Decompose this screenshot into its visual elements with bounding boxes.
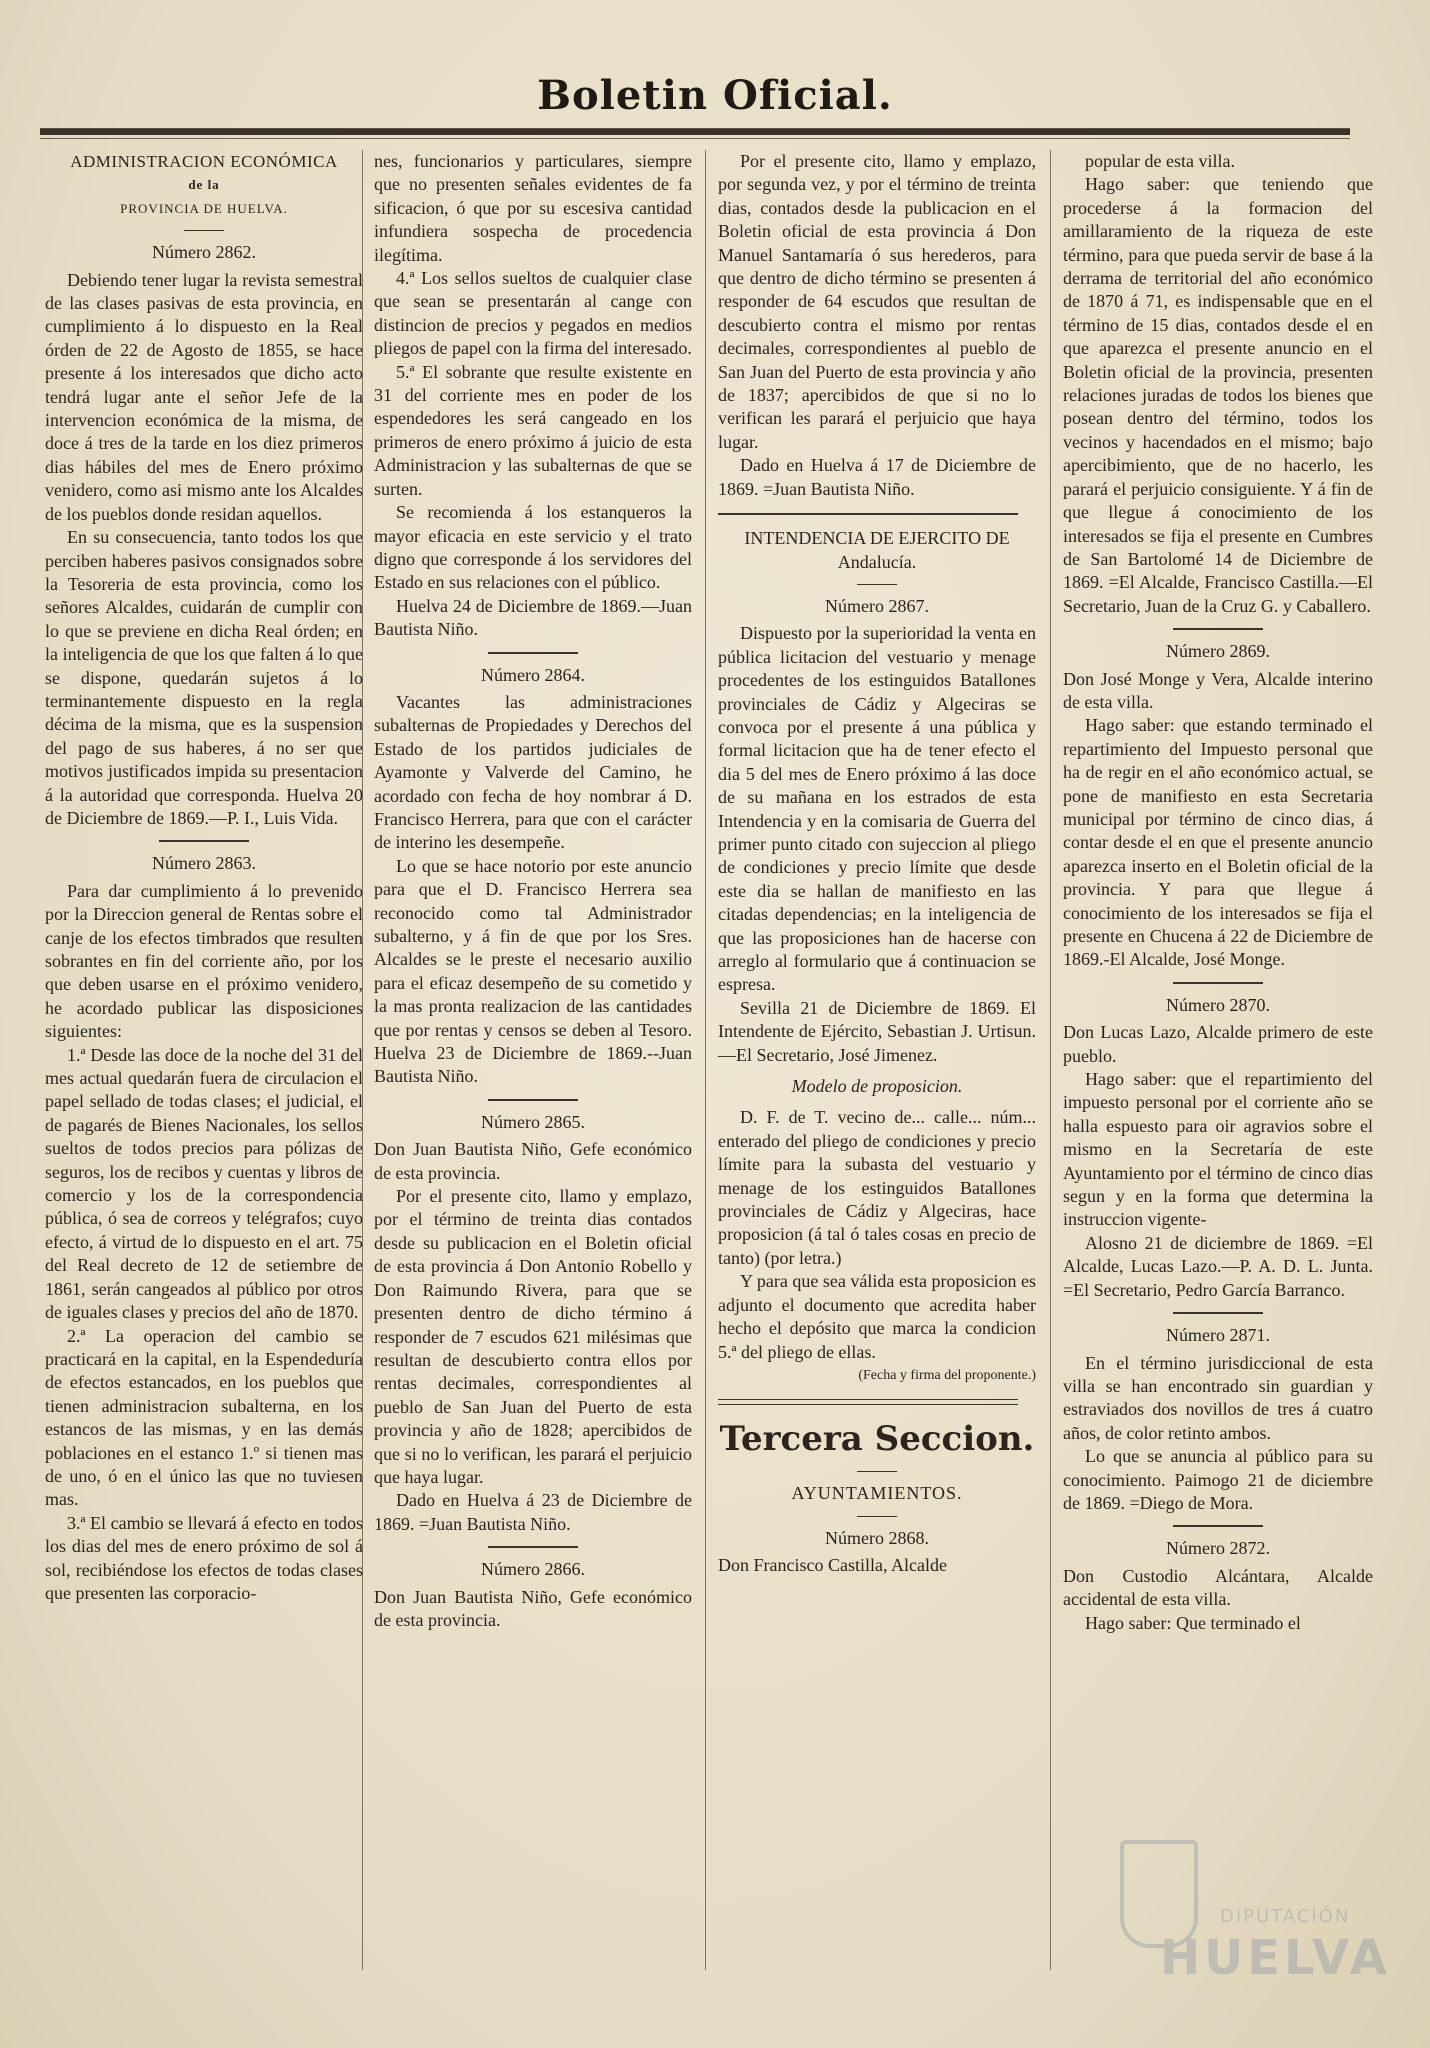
paragraph: Hago saber: Que terminado el [1085,1612,1301,1633]
divider [488,1546,578,1548]
paragraph: Don José Monge y Vera, Alcalde interino de esta villa. [1063,668,1373,712]
paragraph: Don Lucas Lazo, Alcalde primero de este pueblo. [1063,1022,1373,1066]
notice-number: Número 2869. [1166,641,1270,662]
paragraph: Hago saber: que el repartimiento del impuesto personal por el corriente año se halla espuesto para oir agravios sobre el mismo en la Secretaría de este Ayuntamiento por el término de cinco dias segun y en la forma que determina la instruccion vigente- [1063,1069,1373,1230]
section-heading: INTENDENCIA DE EJERCITO DE Andalucía. [744,528,1010,572]
signature-line: Dado en Huelva á 17 de Diciembre de 1869. =Juan Bautista Niño. [718,455,1036,499]
notice-number: Número 2872. [1166,1538,1270,1559]
signature-line: Alosno 21 de diciembre de 1869. =El Alcalde, Lucas Lazo.—P. A. D. L. Junta. =El Secretario, Pedro García Barranco. [1063,1232,1373,1300]
section-heading-sub: de la [188,177,220,193]
notice-number: Número 2868. [825,1527,929,1548]
divider [159,840,249,842]
column-3 [718,150,1036,1578]
paragraph: Se recomienda á los estanqueros la mayor eficacia en este servicio y el trato digno que corresponde á los servidores del Estado en sus relaciones con el público. [374,502,692,593]
divider [857,1516,897,1517]
paragraph: D. F. de T. vecino de... calle... núm... enterado del pliego de condiciones y precio límite para la subasta del vestuario y menage de los estinguidos Batallones provinciales de Cádiz y Algeciras, hace proposicion (á tal ó tales cosas en precio de tanto) (por letra.) [718,1107,1036,1268]
paragraph: En el término jurisdiccional de esta villa se han encontrado sin guardian y estraviados dos novillos de tres á cuatro años, de color retinto ambos. [1063,1352,1373,1443]
masthead-rule [40,128,1350,135]
notice-number: Número 2862. [152,242,256,263]
signature-line: Sevilla 21 de Diciembre de 1869. El Intendente de Ejército, Sebastian J. Urtisun.—El Secretario, José Jimenez. [718,997,1036,1065]
paragraph: 4.ª Los sellos sueltos de cualquier clase que sean se presentarán al cange con distincion de precios y pegados en medios pliegos de papel con la firma del interesado. [374,268,692,359]
divider [1173,982,1263,984]
section-heading: ADMINISTRACION ECONÓMICA [70,152,338,171]
watermark-subtext: DIPUTACIÓN [1220,1906,1351,1927]
column-4 [1063,150,1373,1635]
paragraph: 5.ª El sobrante que resulte existente en 31 del corriente mes en poder de los espendedores les será cangeado en los primeros de enero próximo á juicio de esta Administracion y las subalternas de que se surten. [374,361,692,499]
paragraph: Don Francisco Castilla, Alcalde [718,1555,947,1576]
paragraph: Dispuesto por la superioridad la venta en pública licitacion del vestuario y menage procedentes de los estinguidos Batallones provinciales de Cádiz y Algeciras se convoca por el presente á una pública y formal licitacion que ha de tener efecto el dia 5 del mes de Enero próximo á las doce de su mañana en los estrados de esta Intendencia y en la comisaria de Guerra del primer punto citado con sujeccion al pliego de condiciones y precio límite que desde este dia se hallan de manifiesto en las citadas dependencias; en la inteligencia de que las proposiciones han de hacerse con arreglo al formulario que á continuacion se espresa. [718,623,1036,995]
divider [1173,628,1263,630]
paragraph: Para dar cumplimiento á lo prevenido por la Direccion general de Rentas sobre el canje de los efectos timbrados que resulten sobrantes en fin del corriente año, por los que deben usarse en el próximo venidero, he acordado publicar las disposiciones siguientes: [45,880,363,1042]
divider [1173,1525,1263,1527]
divider [488,1099,578,1101]
paragraph: Por el presente cito, llamo y emplazo, por el término de treinta dias contados desde su publicacion en el Boletin oficial de esta provincia á Don Antonio Robello y Don Raimundo Rivera, para que se presenten dentro de dicho término á responder de 7 escudos 621 milésimas que resultan de descubierto contra ellos por rentas decimales, correspondientes al pueblo de San Juan del Puerto de esta provincia y año de 1828; apercibidos de que si no lo verifican, les parará el perjuicio que haya lugar. [374,1186,692,1487]
notice-number: Número 2863. [152,853,256,874]
divider [184,230,224,231]
divider [857,584,897,585]
paragraph: popular de esta villa. [1085,151,1235,171]
paragraph: 3.ª El cambio se llevará á efecto en todos los dias del mes de enero próximo de sol á sol, recibiéndose los efectos de todas clases que presenten las corporacio- [45,1512,363,1603]
archive-watermark [1120,1820,1420,1986]
paragraph: Por el presente cito, llamo y emplazo, por segunda vez, y por el término de treinta dias, contados desde la publicacion en el Boletin oficial de esta provincia á Don Manuel Santamaría ó sus herederos, para que dentro de dicho término se presenten á responder de 64 escudos que resultan de descubierto contra el mismo por rentas decimales, correspondientes al pueblo de San Juan del Puerto de esta provincia y año de 1837; apercibidos de que si no lo verifican les parará el perjuicio que haya lugar. [718,151,1036,452]
divider [1173,1312,1263,1314]
notice-number: Número 2866. [481,1559,585,1580]
notice-number: Número 2870. [1166,994,1270,1015]
section-title: Tercera Seccion. [719,1419,1035,1460]
masthead-title: Boletin Oficial. [537,72,893,119]
paragraph: 1.ª Desde las doce de la noche del 31 del mes actual quedarán fuera de circulacion el papel sellado de todas clases; el judicial, el de pagarés de Bienes Nacionales, los sellos sueltos de todos precios para pólizas de seguros, los de recibos y cuentas y libros de comercio y los de la correspondencia pública, ó sea de correos y telégrafos; cuyo efecto, á virtud de lo dispuesto en el art. 75 del Real decreto de 12 de setiembre de 1861, serán cangeados al público por otros de iguales clases y precios del año de 1870. [45,1044,363,1323]
signature-line: Dado en Huelva á 23 de Diciembre de 1869. =Juan Bautista Niño. [374,1490,692,1534]
column-divider [705,150,706,1970]
divider [718,1399,1018,1405]
paragraph: Hago saber: que estando terminado el repartimiento del Impuesto personal que ha de regir en el año económico actual, se pone de manifiesto en esta Secretaria municipal por término de cinco dias, á contar desde el en que el presente anuncio aparezca inserto en el Boletin oficial de la provincia. Y para que llegue á conocimiento de los interesados se fija el presente en Chucena á 22 de Diciembre de 1869.-El Alcalde, José Monge. [1063,715,1373,970]
paragraph: Don Juan Bautista Niño, Gefe económico de esta provincia. [374,1139,692,1183]
paragraph: Don Custodio Alcántara, Alcalde accidental de esta villa. [1063,1565,1373,1610]
paragraph: En su consecuencia, tanto todos los que perciben haberes pasivos consignados sobre la Tesoreria de esta provincia, como los señores Alcaldes, cuidarán de cumplir con lo que se previene en dicha Real órden; en la inteligencia de que los que falten á lo que se dispone, quedarán sujetos á lo terminantemente dispuesto en la regla décima de la misma, que es la suspension del pago de sus haberes, á no ser que motivos justificados impida su presentacion á la autoridad que corresponda. Huelva 20 de Diciembre de 1869.—P. I., Luis Vida. [45,527,363,828]
notice-number: Número 2864. [481,664,585,685]
masthead-rule-thin [40,138,1350,139]
section-heading: AYUNTAMIENTOS. [791,1483,963,1504]
paragraph: Vacantes las administraciones subalternas de Propiedades y Derechos del Estado de los partidos judiciales de Ayamonte y Valverde del Camino, he acordado con fecha de hoy nombrar á D. Francisco Herrera, para que con el carácter de interino les desempeñe. [374,691,692,853]
model-heading: Modelo de proposicion. [791,1076,963,1097]
paragraph: Lo que se anuncia al público para su conocimiento. Paimogo 21 de diciembre de 1869. =Diego de Mora. [1063,1446,1373,1513]
watermark-text: HUELVA [1160,1930,1391,1986]
paragraph: Y para que sea válida esta proposicion es adjunto el documento que acredita haber hecho el depósito que marca la condicion 5.ª del pliego de ellas. [718,1271,1036,1362]
divider [718,513,1018,515]
notice-number: Número 2865. [481,1111,585,1132]
paragraph: Hago saber: que teniendo que procederse á la formacion del amillaramiento de la riqueza de este término, para que pueda servir de base á la derrama de territorial del año económico de 1870 á 71, es indispensable que en el término de 15 dias, contados desde el en que aparezca el presente anuncio en el Boletin oficial de la provincia, presenten relaciones juradas de todos los bienes que posean dentro del término, todos los vecinos y hacendados en el mismo; bajo apercibimiento, que de no hacerlo, les parará el perjuicio consiguiente. Y á fin de que llegue á conocimiento de los interesados se fija el presente en Cumbres de San Bartolomé 14 de Diciembre de 1869. =El Alcalde, Francisco Castilla.—El Secretario, Juan de la Cruz G. y Caballero. [1063,174,1373,616]
paragraph: Don Juan Bautista Niño, Gefe económico de esta provincia. [374,1586,692,1630]
signature-line: Huelva 24 de Diciembre de 1869.—Juan Bautista Niño. [374,595,692,640]
column-1 [45,150,363,1605]
paragraph: Lo que se hace notorio por este anuncio para que el D. Francisco Herrera sea reconocido como tal Administrador subalterno, y á fin de que por los Sres. Alcaldes se le preste el necesario auxilio para el eficaz desempeño de su cometido y la mas pronta realizacion de las cantidades que por rentas y censos se deben al Tesoro. Huelva 23 de Diciembre de 1869.--Juan Bautista Niño. [374,855,692,1087]
section-heading-province: PROVINCIA DE HUELVA. [120,200,288,216]
notice-number: Número 2867. [825,595,929,616]
form-footer: (Fecha y firma del proponente.) [858,1367,1036,1383]
paragraph: nes, funcionarios y particulares, siempre que no presenten señales evidentes de fa sificacion, ó que por su escesiva cantidad infundiera sospecha de procedencia ilegítima. [374,151,692,265]
paragraph: Debiendo tener lugar la revista semestral de las clases pasivas de esta provincia, en cumplimiento á lo dispuesto en la Real órden de 22 de Agosto de 1855, se hace presente á los interesados que dicho acto tendrá lugar ante el señor Jefe de la intervencion económica de la misma, de doce á tres de la tarde en los diez primeros dias hábiles del mes de Enero próximo venidero, como asi mismo ante los Alcaldes de los pueblos donde residan aquellos. [45,269,363,524]
paragraph: 2.ª La operacion del cambio se practicará en la capital, en la Espendeduría de efectos estancados, en los pueblos que tienen administracion subalterna, en los estancos de las mismas, y en las demás poblaciones en el estanco 1.º si tienen mas de uno, ó en el único las que no tuviesen mas. [45,1325,363,1510]
divider [857,1471,897,1472]
divider [488,652,578,654]
column-divider [1050,150,1051,1970]
notice-number: Número 2871. [1166,1325,1270,1346]
column-2 [374,150,692,1632]
